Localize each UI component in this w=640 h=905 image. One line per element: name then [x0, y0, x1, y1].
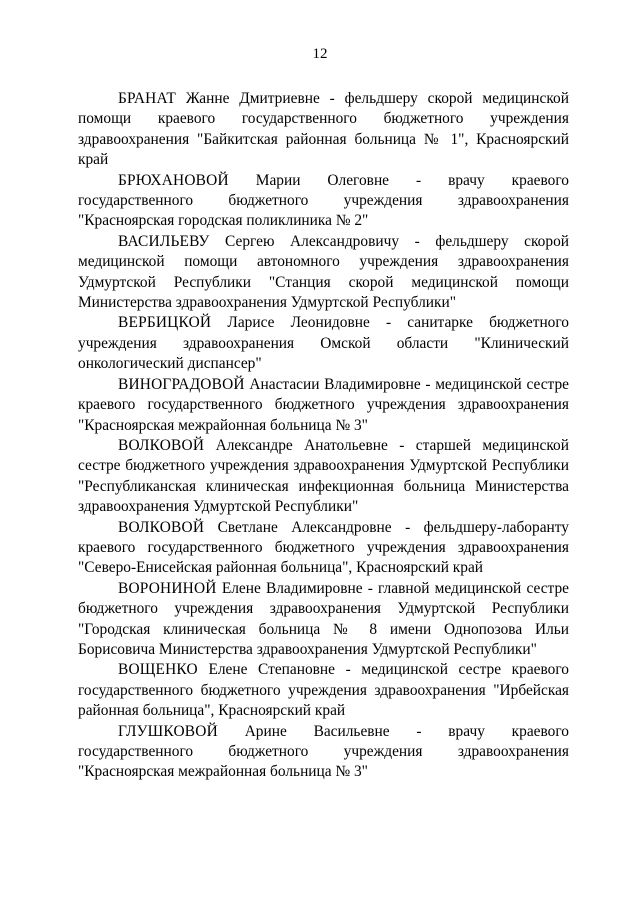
- recipient-surname: ВОЛКОВОЙ: [118, 518, 205, 536]
- recipient-surname: БРЮХАНОВОЙ: [118, 171, 229, 189]
- list-item: [78, 518, 569, 579]
- recipient-details: Александре Анатольевне - старшей медицинской сестре бюджетного учреждения здравоохранения Удмуртской Республики "Республиканская клиническая инфекционная больница Министерства здравоохранения Удмуртской Республики": [78, 436, 569, 516]
- recipient-surname: ВЕРБИЦКОЙ: [118, 314, 212, 332]
- recipient-surname: ВОРОНИНОЙ: [118, 579, 217, 597]
- list-item: [78, 660, 569, 721]
- page-number: 12: [312, 46, 328, 62]
- recipient-details: Сергею Александровичу - фельдшеру скорой медицинской помощи автономного учреждения здравоохранения Удмуртской Республики "Станция скорой медицинской помощи Министерства здравоохранения Удмуртской Республики": [78, 232, 569, 312]
- recipient-details: Анастасии Владимировне - медицинской сестре краевого государственного бюджетного учреждения здравоохранения "Красноярская межрайонная больница № 3": [78, 375, 569, 434]
- recipient-surname: ВИНОГРАДОВОЙ: [118, 375, 245, 393]
- list-item: [78, 89, 569, 171]
- list-item: [78, 375, 569, 436]
- recipient-details: Елене Степановне - медицинской сестре краевого государственного бюджетного учреждения здравоохранения "Ирбейская районная больница", Красноярский край: [78, 661, 569, 720]
- recipient-details: Ларисе Леонидовне - санитарке бюджетного учреждения здравоохранения Омской области "Клинический онкологический диспансер": [78, 314, 569, 373]
- list-item: [78, 313, 569, 374]
- recipient-details: Елене Владимировне - главной медицинской сестре бюджетного учреждения здравоохранения Удмуртской Республики "Городская клиническая больница № 8 имени Однопозова Ильи Борисовича Министерства здравоохранения Удмуртской Республики": [78, 579, 569, 658]
- recipient-details: Марии Олеговне - врачу краевого государственного бюджетного учреждения здравоохранения "Красноярская городская поликлиника № 2": [78, 171, 569, 230]
- recipient-surname: ВАСИЛЬЕВУ: [118, 232, 210, 250]
- list-item: [78, 171, 569, 232]
- list-item: [78, 436, 569, 518]
- list-item: [78, 579, 569, 661]
- recipient-details: Арине Васильевне - врачу краевого государственного бюджетного учреждения здравоохранения "Красноярская межрайонная больница № 3": [78, 722, 569, 781]
- recipient-surname: ГЛУШКОВОЙ: [118, 722, 218, 740]
- recipient-surname: БРАНАТ: [118, 90, 177, 107]
- recipient-details: Светлане Александровне - фельдшеру-лаборанту краевого государственного бюджетного учреждения здравоохранения "Северо-Енисейская районная больница", Красноярский край: [78, 518, 569, 577]
- recipient-surname: ВОЩЕНКО: [118, 661, 198, 679]
- recipient-details: Жанне Дмитриевне - фельдшеру скорой медицинской помощи краевого государственного бюджетного учреждения здравоохранения "Байкитская районная больница № 1", Красноярский край: [78, 90, 569, 169]
- recipient-surname: ВОЛКОВОЙ: [118, 436, 205, 454]
- list-item: [78, 232, 569, 314]
- award-list: [78, 89, 569, 783]
- list-item: [78, 722, 569, 783]
